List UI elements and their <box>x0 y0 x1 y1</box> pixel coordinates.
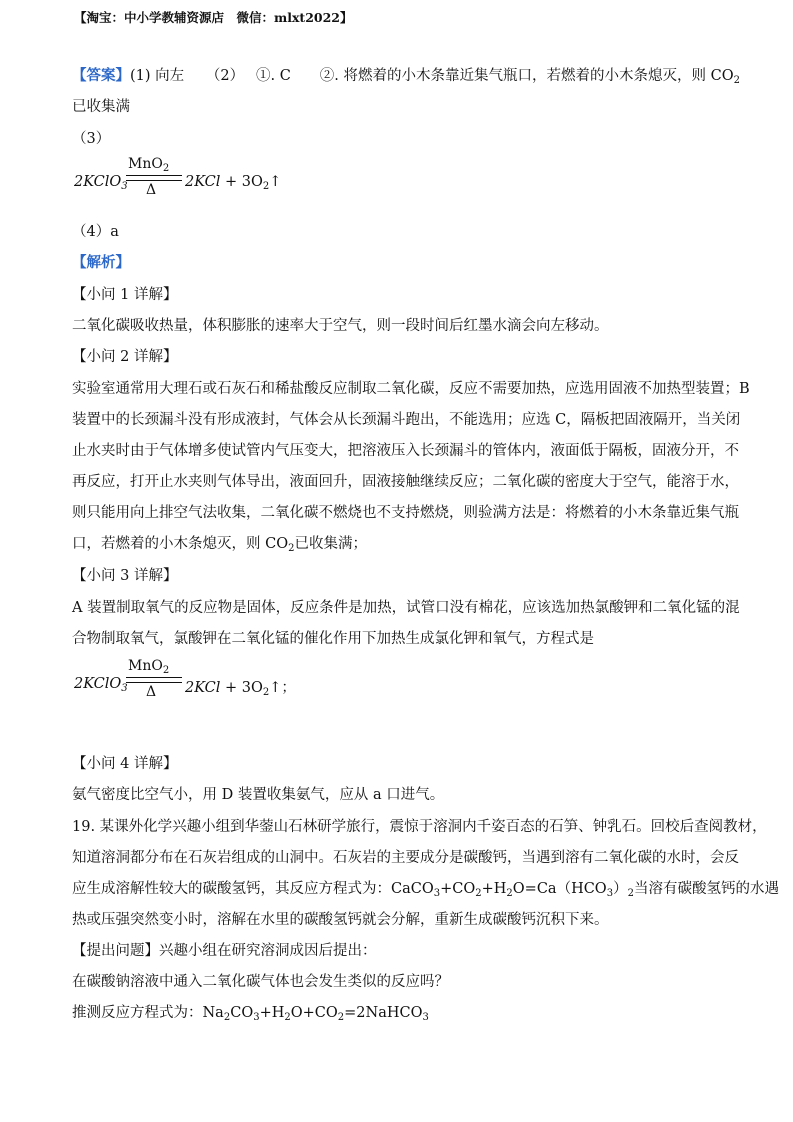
q2-line-4: 再反应，打开止水夹则气体导出，液面回升，固液接触继续反应；二氧化碳的密度大于空气，能溶于水， <box>72 474 739 490</box>
equation-answer: 2KClO$_3$ MnO$_2$ Δ $2KCl + 3O_2↑$ <box>74 156 282 198</box>
q19-ask: 【提出问题】兴趣小组在研究溶洞成因后提出： <box>72 943 377 959</box>
q3-line-2: 合物制取氧气，氯酸钾在二氧化锰的催化作用下加热生成氯化钾和氧气，方程式是 <box>72 631 594 647</box>
page-header: 【淘宝：中小学教辅资源店 微信：mlxt2022】 <box>74 10 353 25</box>
q3-line-1: A 装置制取氧气的反应物是固体，反应条件是加热，试管口没有棉花，应该选加热氯酸钾和二氧化锰的混 <box>72 600 740 616</box>
q2-line-1: 实验室通常用大理石或石灰石和稀盐酸反应制取二氧化碳，反应不需要加热，应选用固液不加热型装置；B <box>72 381 750 397</box>
q19-line-7: 推测反应方程式为：$Na_2CO_3+H_2O+CO_2=2NaHCO_3$ <box>72 1005 429 1023</box>
q19-line-2: 知道溶洞都分布在石灰岩组成的山洞中。石灰岩的主要成分是碳酸钙，当遇到溶有二氧化碳的水时，会反 <box>72 850 739 866</box>
q19-line-6: 在碳酸钠溶液中通入二氧化碳气体也会发生类似的反应吗？ <box>72 974 449 990</box>
q2-line-5: 则只能用向上排空气法收集，二氧化碳不燃烧也不支持燃烧，则验满方法是：将燃着的小木条靠近集气瓶 <box>72 505 739 521</box>
q19-line-3: 应生成溶解性较大的碳酸氢钙，其反应方程式为：$CaCO_3+CO_2+H_2O=Ca(HCO_3)_2$当溶有碳酸氢钙的水遇 <box>72 881 779 899</box>
q4-text: 氨气密度比空气小，用 D 装置收集氨气，应从 a 口进气。 <box>72 787 445 803</box>
answer-line-2: 已收集满 <box>72 99 130 115</box>
q19-line-1: 19. 某课外化学兴趣小组到华蓥山石林研学旅行，震惊于溶洞内千姿百态的石笋、钟乳石。回校后查阅教材， <box>72 819 767 835</box>
q2-line-2: 装置中的长颈漏斗没有形成液封，气体会从长颈漏斗跑出，不能选用；应选 C，隔板把固液隔开，当关闭 <box>72 412 741 428</box>
q2-line-6: 口，若燃着的小木条熄灭，则 $CO_2$已收集满； <box>72 536 367 554</box>
answer-line-1: 【答案】(1) 向左 （2） ①. C ②. 将燃着的小木条靠近集气瓶口，若燃着的小木条熄灭，则 $CO_2$ <box>72 67 740 86</box>
q2-line-3: 止水夹时由于气体增多使试管内气压变大，把溶液压入长颈漏斗的管体内，液面低于隔板，固液分开，不 <box>72 443 739 459</box>
analysis-tag: 【解析】 <box>72 254 130 271</box>
q2-title: 【小问 2 详解】 <box>72 349 178 365</box>
q1-text: 二氧化碳吸收热量，体积膨胀的速率大于空气，则一段时间后红墨水滴会向左移动。 <box>72 318 609 334</box>
answer-tag: 【答案】 <box>72 67 130 84</box>
q3-title: 【小问 3 详解】 <box>72 568 178 584</box>
q1-title: 【小问 1 详解】 <box>72 287 178 303</box>
q19-line-4: 热或压强突然变小时，溶解在水里的碳酸氢钙就会分解，重新生成碳酸钙沉积下来。 <box>72 912 609 928</box>
answer-part4: （4）a <box>72 224 119 240</box>
answer-part3-label: （3） <box>72 131 111 147</box>
equation-analysis: 2KClO$_3$ MnO$_2$ Δ $2KCl + 3O_2↑$； <box>74 658 296 700</box>
answer-part1: (1) 向左 （2） ①. C ②. 将燃着的小木条靠近集气瓶口，若燃着的小木条熄灭，则 CO <box>130 68 734 84</box>
q4-title: 【小问 4 详解】 <box>72 756 178 772</box>
